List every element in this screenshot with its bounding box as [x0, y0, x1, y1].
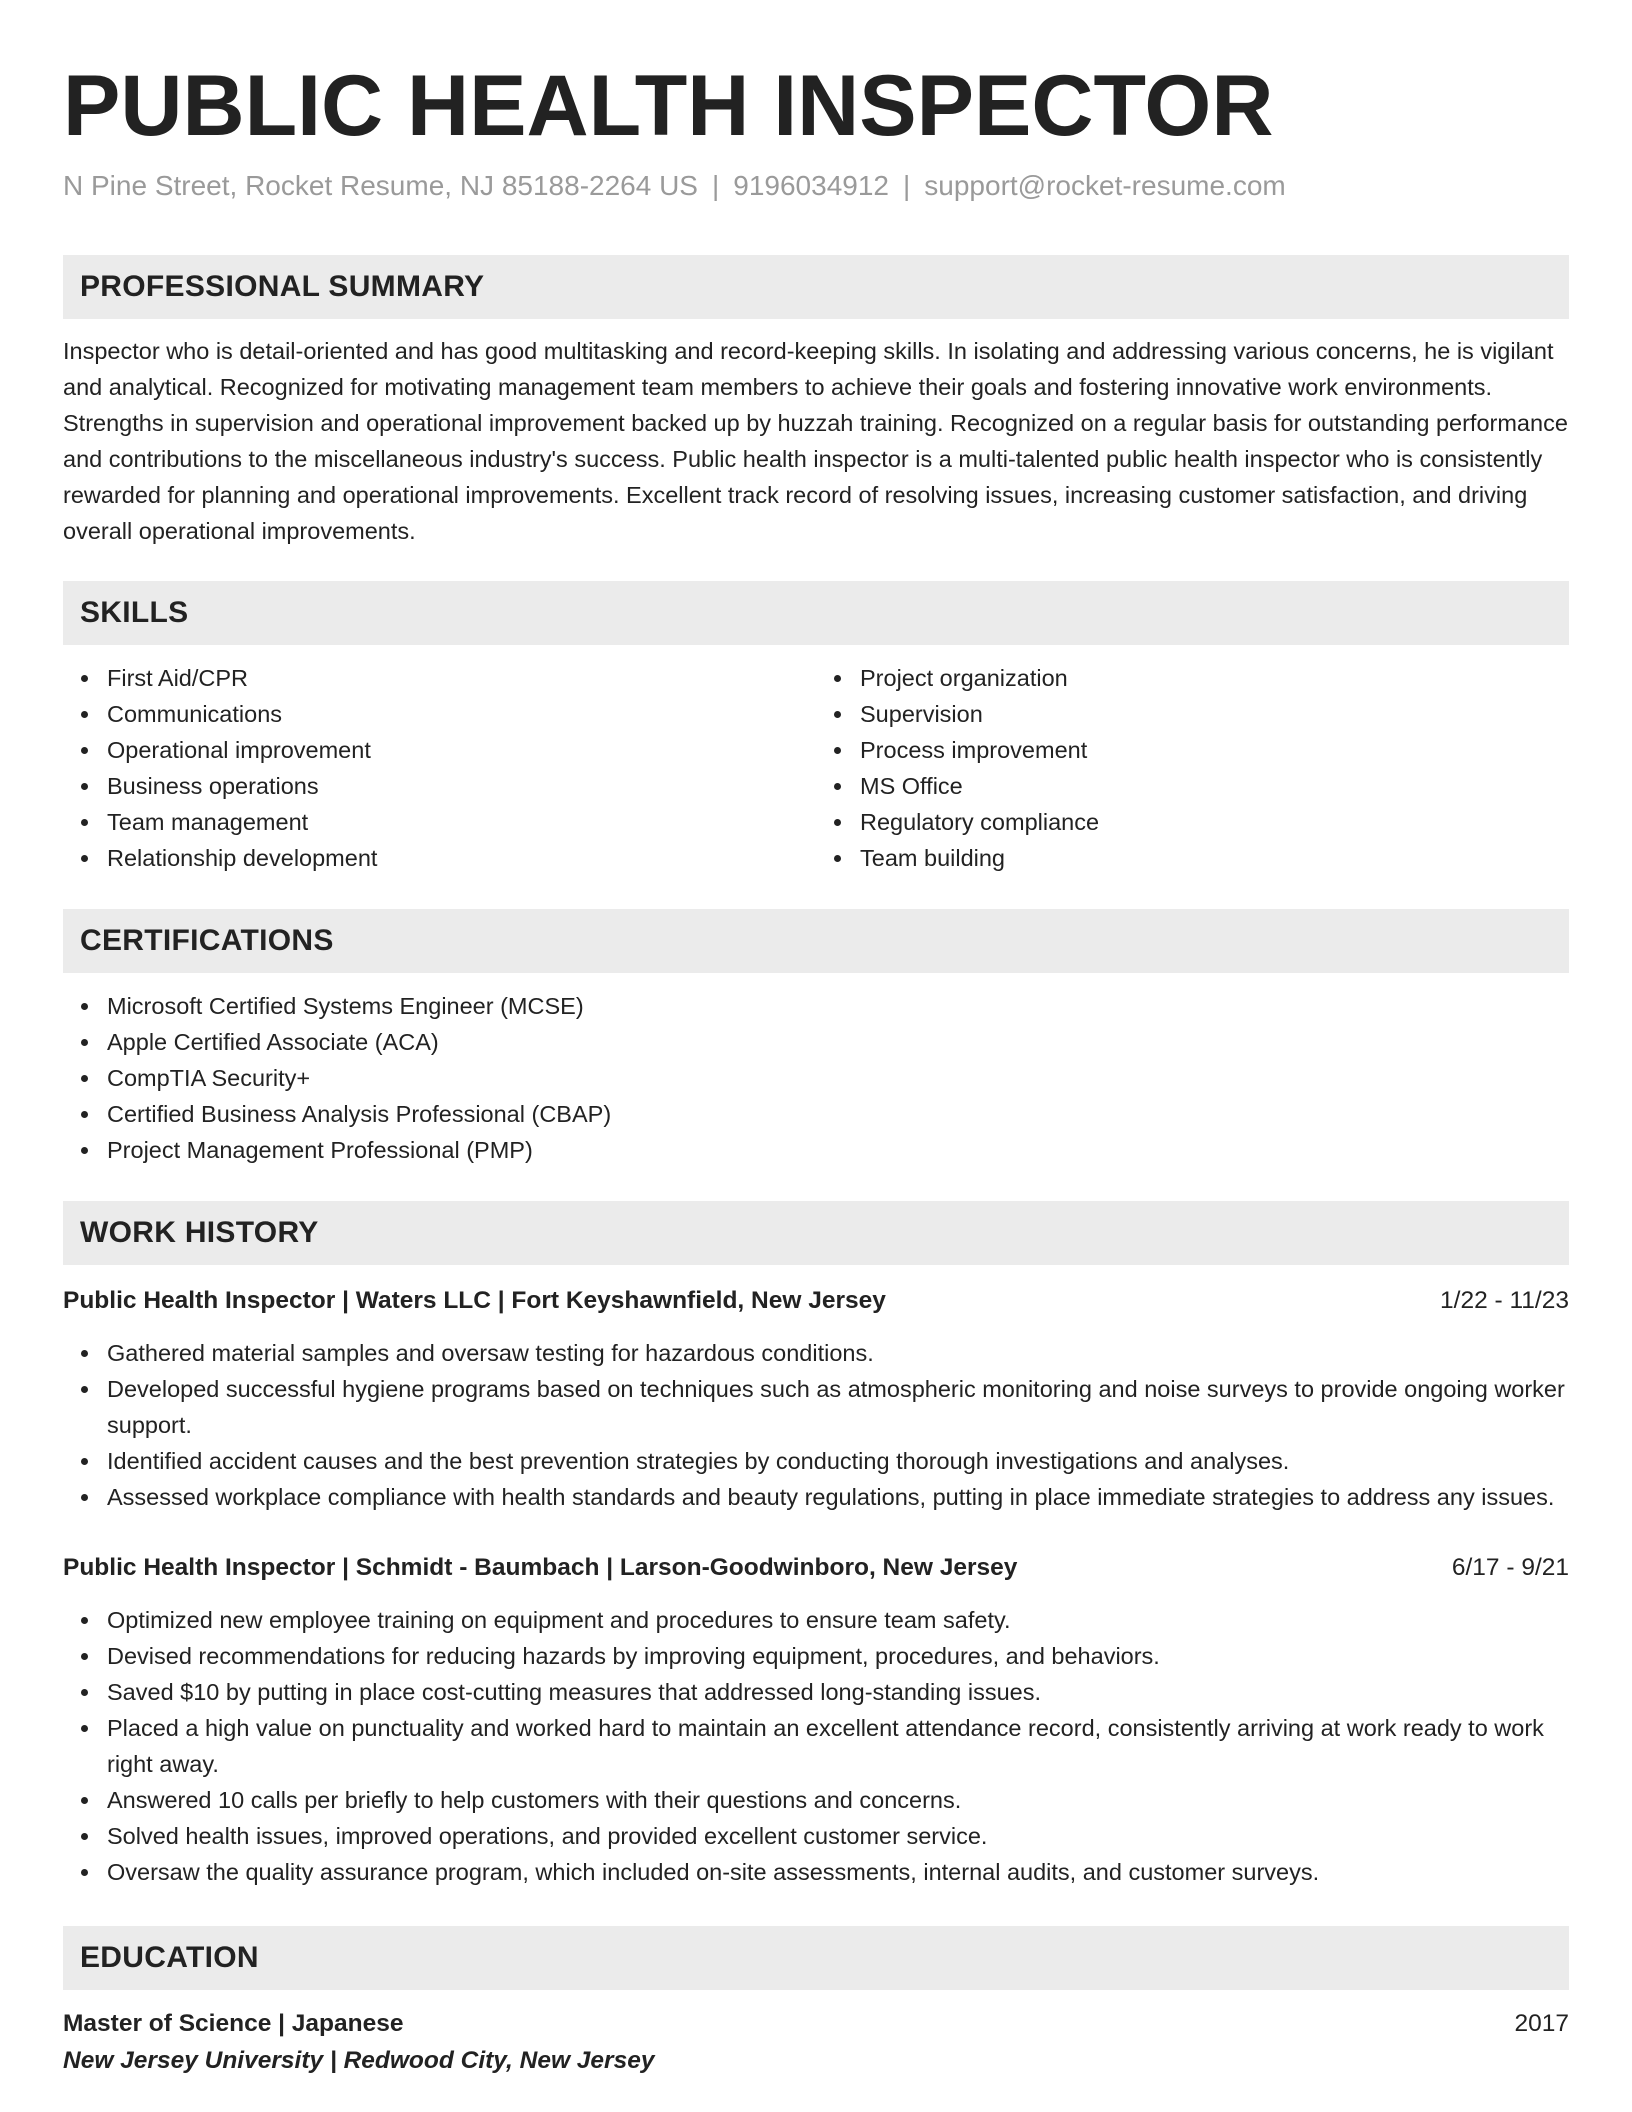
skills-list [63, 660, 1569, 876]
job-bullet: Identified accident causes and the best prevention strategies by conducting thorough investigations and analyses. [107, 1443, 1569, 1479]
skill-item: Project organization [860, 660, 1569, 696]
certifications-list [63, 988, 1569, 1168]
skills-column-left [63, 660, 816, 876]
certification-item: Apple Certified Associate (ACA) [107, 1024, 1569, 1060]
job-bullets [63, 1602, 1569, 1890]
skill-item: Regulatory compliance [860, 804, 1569, 840]
skill-item: Team building [860, 840, 1569, 876]
job-bullet: Gathered material samples and oversaw testing for hazardous conditions. [107, 1335, 1569, 1371]
skill-item: Operational improvement [107, 732, 816, 768]
certification-item: Certified Business Analysis Professional (CBAP) [107, 1096, 1569, 1132]
resume-name: PUBLIC HEALTH INSPECTOR [63, 58, 1274, 154]
certification-item: CompTIA Security+ [107, 1060, 1569, 1096]
skill-item: Communications [107, 696, 816, 732]
job-bullet: Devised recommendations for reducing hazards by improving equipment, procedures, and behaviors. [107, 1638, 1569, 1674]
summary-text: Inspector who is detail-oriented and has good multitasking and record-keeping skills. In isolating and addressing various concerns, he is vigilant and analytical. Recognized for motivating management team members to achieve their goals and fostering innovative work environments. Strengths in supervision and operational improvement backed up by huzzah training. Recognized on a regular basis for outstanding performance and contributions to the miscellaneous industry's success. Public health inspector is a multi-talented public health inspector who is consistently rewarded for planning and operational improvements. Excellent track record of resolving issues, increasing customer satisfaction, and driving overall operational improvements. [63, 338, 1568, 544]
job-bullet: Optimized new employee training on equipment and procedures to ensure team safety. [107, 1602, 1569, 1638]
job-bullet: Solved health issues, improved operations, and provided excellent customer service. [107, 1818, 1569, 1854]
section-header-education: EDUCATION [63, 1926, 1569, 1990]
contact-address: N Pine Street, Rocket Resume, NJ 85188-2264 US [63, 170, 698, 201]
job-bullets [63, 1335, 1569, 1515]
section-header-skills: SKILLS [63, 581, 1569, 645]
skill-item: Supervision [860, 696, 1569, 732]
job-dates: 1/22 - 11/23 [1440, 1287, 1569, 1314]
job-heading-row [63, 1283, 1569, 1319]
education-year: 2017 [1514, 2010, 1569, 2037]
job-entry [63, 1283, 1569, 1515]
job-bullet: Oversaw the quality assurance program, which included on-site assessments, internal audits, and customer surveys. [107, 1854, 1569, 1890]
section-header-summary: PROFESSIONAL SUMMARY [63, 255, 1569, 319]
skills-column-right [816, 660, 1569, 876]
job-bullet: Answered 10 calls per briefly to help customers with their questions and concerns. [107, 1782, 1569, 1818]
job-bullet: Saved $10 by putting in place cost-cutting measures that addressed long-standing issues. [107, 1674, 1569, 1710]
contact-line [63, 168, 1569, 204]
skill-item: MS Office [860, 768, 1569, 804]
job-title: Public Health Inspector | Schmidt - Baumbach | Larson-Goodwinboro, New Jersey [63, 1554, 1018, 1581]
skill-item: Business operations [107, 768, 816, 804]
education-school: New Jersey University | Redwood City, New Jersey [63, 2047, 655, 2074]
job-bullet: Assessed workplace compliance with health standards and beauty regulations, putting in place immediate strategies to address any issues. [107, 1479, 1569, 1515]
job-entry [63, 1550, 1569, 1890]
certification-item: Microsoft Certified Systems Engineer (MCSE) [107, 988, 1569, 1024]
skill-item: First Aid/CPR [107, 660, 816, 696]
job-bullet: Placed a high value on punctuality and worked hard to maintain an excellent attendance record, consistently arriving at work ready to work right away. [107, 1710, 1569, 1782]
contact-separator: | [711, 170, 720, 201]
job-bullet: Developed successful hygiene programs based on techniques such as atmospheric monitoring and noise surveys to provide ongoing worker support. [107, 1371, 1569, 1443]
education-heading-row [63, 2006, 1569, 2042]
contact-phone: 9196034912 [733, 170, 889, 201]
section-header-work-history: WORK HISTORY [63, 1201, 1569, 1265]
job-dates: 6/17 - 9/21 [1451, 1554, 1569, 1581]
skill-item: Team management [107, 804, 816, 840]
contact-email: support@rocket-resume.com [924, 170, 1286, 201]
education-degree: Master of Science | Japanese [63, 2010, 404, 2037]
skill-item: Relationship development [107, 840, 816, 876]
skill-item: Process improvement [860, 732, 1569, 768]
job-heading-row [63, 1550, 1569, 1586]
section-header-certifications: CERTIFICATIONS [63, 909, 1569, 973]
contact-separator: | [903, 170, 911, 201]
job-title: Public Health Inspector | Waters LLC | Fort Keyshawnfield, New Jersey [63, 1287, 886, 1314]
certification-item: Project Management Professional (PMP) [107, 1132, 1569, 1168]
